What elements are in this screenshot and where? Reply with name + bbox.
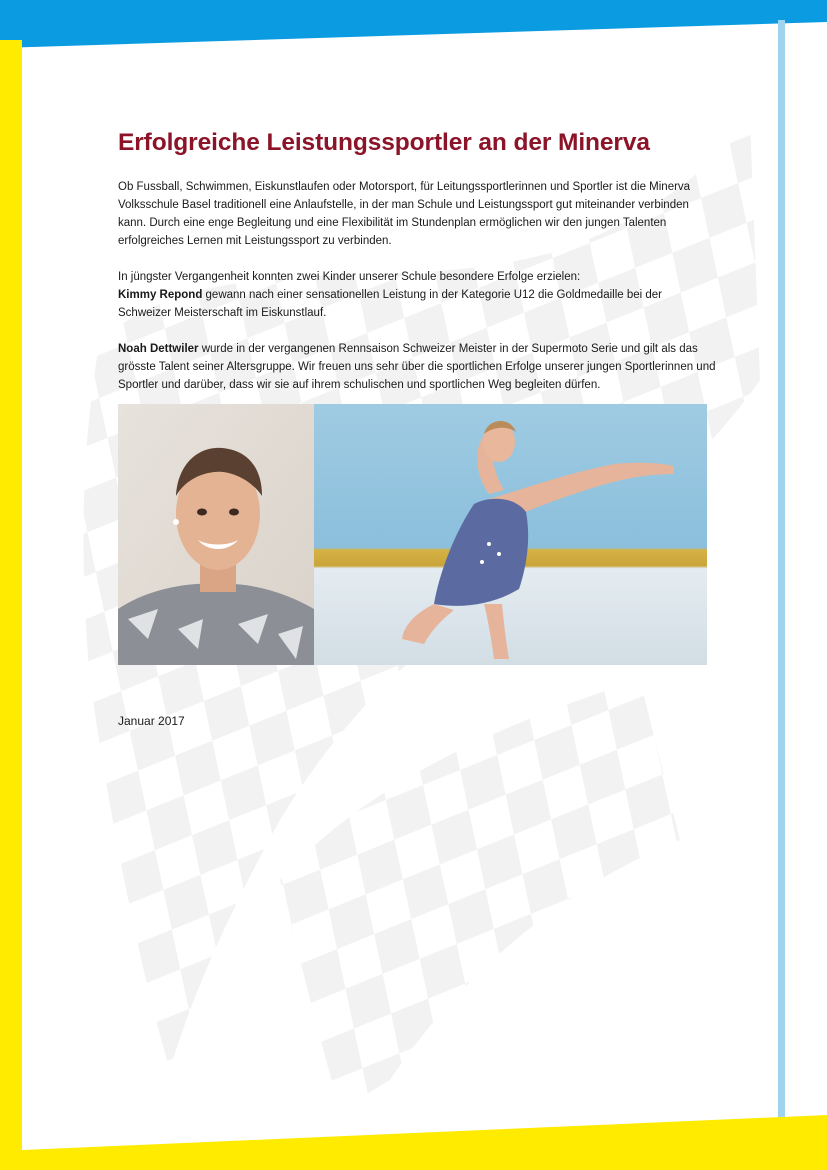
publication-date: Januar 2017 <box>118 714 185 728</box>
figure-skater-photo <box>314 404 707 665</box>
noah-text: wurde in der vergangenen Rennsaison Schweizer Meister in der Supermoto Serie und gilt als das grösste Talent seiner Altersgruppe. Wir freuen uns sehr über die sportlichen Erfolge unserer jungen Sportlerinnen und Sportler und darüber, dass wir sie auf ihrem schulischen und sportlichen Weg begleiten dürfen. <box>118 343 716 391</box>
noah-name: Noah Dettwiler <box>118 343 199 355</box>
intro-paragraph: Ob Fussball, Schwimmen, Eiskunstlaufen oder Motorsport, für Leitungssportlerinnen und Sportler ist die Minerva Volksschule Basel traditionell eine Anlaufstelle, in der man Schule und Leistungssport gut miteinander verbinden kann. Durch eine enge Begleitung und eine Flexibilität im Stundenplan ermöglichen wir den jungen Talenten erfolgreiches Lernen mit Leistungssport zu verbinden. <box>118 181 691 247</box>
article <box>118 128 718 394</box>
kimmy-name: Kimmy Repond <box>118 289 203 301</box>
top-blue-band <box>0 0 827 48</box>
boy-portrait-photo <box>118 404 314 665</box>
achievements-paragraph <box>118 268 718 322</box>
left-yellow-band <box>0 40 22 1170</box>
bottom-yellow-band <box>0 1115 827 1170</box>
photo-strip <box>118 404 707 665</box>
noah-paragraph <box>118 340 718 394</box>
kimmy-text: gewann nach einer sensationellen Leistung in der Kategorie U12 die Goldmedaille bei der Schweizer Meisterschaft im Eiskunstlauf. <box>118 289 663 319</box>
recent-successes-text: In jüngster Vergangenheit konnten zwei Kinder unserer Schule besondere Erfolge erzielen: <box>118 271 581 283</box>
page-title: Erfolgreiche Leistungssportler an der Minerva <box>118 129 650 156</box>
